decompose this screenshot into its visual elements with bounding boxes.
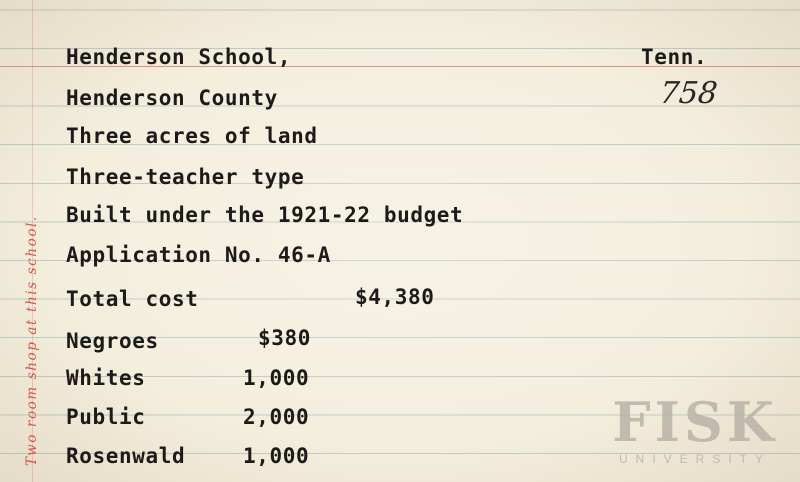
school-name: Henderson School, [66,45,292,69]
funding-value: 2,000 [243,405,310,429]
funding-value: $380 [258,326,311,350]
budget-line: Built under the 1921-22 budget [66,203,464,227]
funding-label: Public [66,405,146,429]
total-cost-value: $4,380 [355,285,435,309]
watermark-title: FISK [612,390,778,454]
county: Henderson County [66,86,278,110]
state: Tenn. [641,45,708,69]
card-number: 758 [658,76,720,111]
total-cost-label: Total cost [66,287,199,311]
funding-value: 1,000 [243,366,310,390]
type-line: Three-teacher type [66,165,305,189]
fisk-university-watermark [600,392,790,472]
watermark-subtitle: UNIVERSITY [618,452,771,466]
funding-label: Negroes [66,329,159,353]
margin-handwritten-note: Two room shop at this school. [24,215,40,466]
funding-label: Rosenwald [66,444,186,468]
application-line: Application No. 46-A [66,243,331,267]
land-line: Three acres of land [66,124,318,148]
funding-label: Whites [66,366,146,390]
funding-value: 1,000 [243,444,310,468]
